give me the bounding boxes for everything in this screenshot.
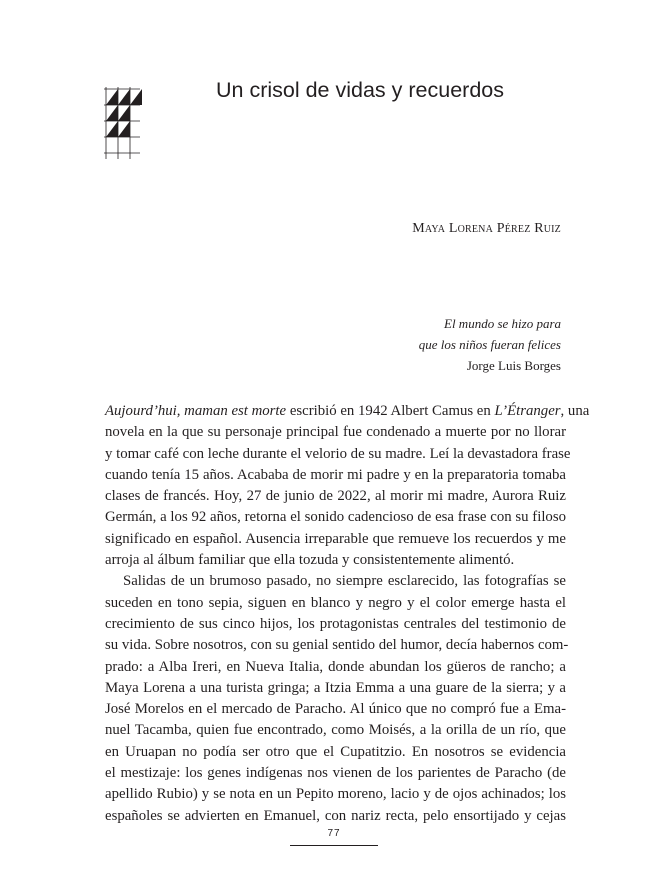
text-line: José Morelos en el mercado de Paracho. Al único que no compró fue a Ema-: [105, 701, 566, 718]
epigraph-line: que los niños fueran felices: [418, 337, 561, 352]
text-line: Maya Lorena a una turista gringa; a Itzia Emma a una guare de la sierra; y a: [105, 679, 566, 696]
text-line: en Uruapan no podía ser otro que el Cupatitzio. En nosotros se evidencia: [105, 743, 566, 760]
text-line: apellido Rubio) y se nota en un Pepito moreno, lacio y de ojos achinados; los: [105, 786, 566, 803]
epigraph-line: El mundo se hizo para: [444, 316, 561, 331]
text-line: prado: a Alba Ireri, en Nueva Italia, donde abundan los güeros de rancho; a: [105, 658, 566, 675]
article-title: Un crisol de vidas y recuerdos: [216, 78, 504, 102]
text-line: novela en la que su personaje principal fue condenado a muerte por no llorar: [105, 424, 566, 441]
text-line: su vida. Sobre nosotros, con su genial sentido del humor, decía habernos com-: [105, 637, 569, 654]
text-line: Aujourd’hui, maman est morte escribió en 1942 Albert Camus en L’Étranger, una: [105, 403, 590, 419]
author-name: Maya Lorena Pérez Ruiz: [412, 221, 561, 236]
text-line: crecimiento de sus cinco hijos, los protagonistas centrales del testimonio de: [105, 615, 566, 632]
text-line: significado en español. Ausencia irreparable que remueve los recuerdos y me: [105, 530, 566, 547]
text-line: suceden en tono sepia, siguen en blanco y negro y el color emerge hasta el: [105, 594, 566, 611]
text-line: nuel Tacamba, quien fue encontrado, como Moisés, a la orilla de un río, que: [105, 722, 566, 739]
triangle-grid-icon: [104, 87, 142, 159]
text-line: y tomar café con leche durante el velorio de su madre. Leí la devastadora frase: [105, 445, 571, 462]
text-line: clases de francés. Hoy, 27 de junio de 2022, al morir mi madre, Aurora Ruiz: [105, 488, 566, 505]
text-line: españoles se advierten en Emanuel, con nariz recta, pelo ensortijado y cejas: [105, 807, 566, 824]
epigraph: [419, 313, 561, 376]
article-body: [105, 401, 590, 827]
text-line: arroja al álbum familiar que ella tozuda y consistentemente alimentó.: [105, 552, 515, 569]
book-title: L’Étranger: [494, 403, 561, 419]
paragraph: [105, 571, 569, 827]
text-line: cuando tenía 15 años. Acababa de morir mi padre y en la preparatoria tomaba: [105, 466, 566, 483]
text-line: Salidas de un brumoso pasado, no siempre esclarecido, las fotografías se: [123, 573, 566, 590]
paragraph: [105, 401, 590, 571]
footer-rule: [290, 845, 378, 846]
epigraph-attribution: Jorge Luis Borges: [466, 358, 561, 373]
text-line: el mestizaje: los genes indígenas nos vienen de los parientes de Paracho (de: [105, 765, 566, 782]
text-line: Germán, a los 92 años, retorna el sonido cadencioso de esa frase con su filoso: [105, 509, 566, 526]
page-number: 77: [327, 828, 341, 839]
italic-quote: Aujourd’hui, maman est morte: [105, 403, 287, 419]
